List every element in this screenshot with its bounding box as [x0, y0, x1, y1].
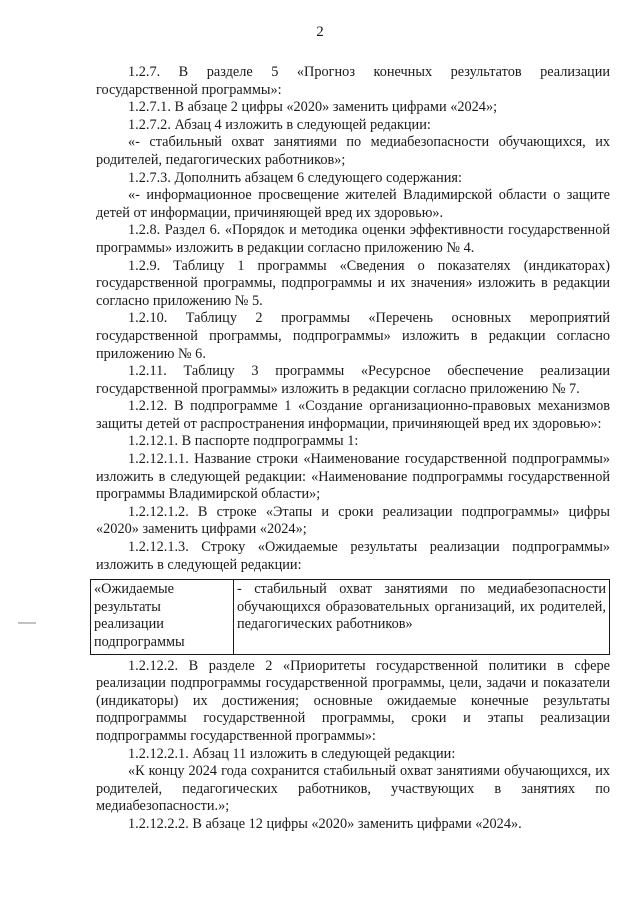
scan-margin-mark — [18, 622, 36, 624]
paragraph-1-2-10: 1.2.10. Таблицу 2 программы «Перечень основных мероприятий государственной программы, подпрограммы» изложить в редакции согласно приложению № 6. — [96, 310, 610, 362]
paragraph-1-2-7-3: 1.2.7.3. Дополнить абзацем 6 следующего содержания: — [128, 169, 462, 186]
table-cell-row-title: «Ожидаемые результаты реализации подпрограммы — [91, 580, 234, 654]
paragraph-1-2-12-1-2: 1.2.12.1.2. В строке «Этапы и сроки реализации подпрограммы» цифры «2020» заменить цифрами «2024»; — [96, 503, 610, 538]
quoted-paragraph-2024-coverage: «К концу 2024 года сохранится стабильный охват занятиями обучающихся, их родителей, педагогических работников, участвующих в занятиях по медиабезопасности.»; — [96, 763, 610, 815]
paragraph-1-2-7-1: 1.2.7.1. В абзаце 2 цифры «2020» заменить цифрами «2024»; — [128, 99, 498, 116]
table-cell-row-value: - стабильный охват занятиями по медиабезопасности обучающихся образовательных организаций, их родителей, педагогических работников» — [234, 580, 610, 654]
table-row — [91, 580, 610, 654]
paragraph-1-2-11: 1.2.11. Таблицу 3 программы «Ресурсное обеспечение реализации государственной программы» изложить в редакции согласно приложению № 7. — [96, 363, 610, 397]
paragraph-1-2-12-2: 1.2.12.2. В разделе 2 «Приоритеты государственной политики в сфере реализации подпрограммы государственной программы, цели, задачи и показатели (индикаторы) их достижения; основные ожидаемые конечные результаты подпрограммы государственной программы, сроки и этапы реализации подпрограммы государственной программы»: — [96, 657, 610, 744]
page-number: 2 — [316, 24, 324, 40]
paragraph-1-2-12-1-3: 1.2.12.1.3. Строку «Ожидаемые результаты реализации подпрограммы» изложить в следующей редакции: — [96, 539, 610, 573]
paragraph-1-2-12-1-1: 1.2.12.1.1. Название строки «Наименование государственной подпрограммы» изложить в следующей редакции: «Наименование подпрограммы государственной программы Владимирской области»; — [96, 451, 610, 503]
expected-results-table — [90, 579, 610, 654]
paragraph-1-2-12: 1.2.12. В подпрограмме 1 «Создание организационно-правовых механизмов защиты детей от распространения информации, причиняющей вред их здоровью»: — [96, 398, 610, 432]
paragraph-1-2-8: 1.2.8. Раздел 6. «Порядок и методика оценки эффективности государственной программы» изложить в редакции согласно приложению № 4. — [96, 222, 610, 256]
paragraph-1-2-12-2-2: 1.2.12.2.2. В абзаце 12 цифры «2020» заменить цифрами «2024». — [128, 815, 522, 832]
quoted-paragraph-information-awareness: «- информационное просвещение жителей Владимирской области о защите детей от информации, причиняющей вред их здоровью». — [96, 187, 610, 221]
paragraph-1-2-7-2: 1.2.7.2. Абзац 4 изложить в следующей редакции: — [128, 116, 431, 133]
paragraph-1-2-9: 1.2.9. Таблицу 1 программы «Сведения о показателях (индикаторах) государственной программы, подпрограммы и их значения» изложить в редакции согласно приложению № 5. — [96, 257, 610, 309]
paragraph-1-2-12-1: 1.2.12.1. В паспорте подпрограммы 1: — [128, 433, 359, 450]
quoted-paragraph-media-safety: «- стабильный охват занятиями по медиабезопасности обучающихся, их родителей, педагогических работников»; — [96, 134, 610, 168]
document-body — [96, 64, 610, 834]
paragraph-1-2-12-2-1: 1.2.12.2.1. Абзац 11 изложить в следующей редакции: — [128, 745, 456, 762]
paragraph-1-2-7: 1.2.7. В разделе 5 «Прогноз конечных результатов реализации государственной программы»: — [96, 64, 610, 98]
